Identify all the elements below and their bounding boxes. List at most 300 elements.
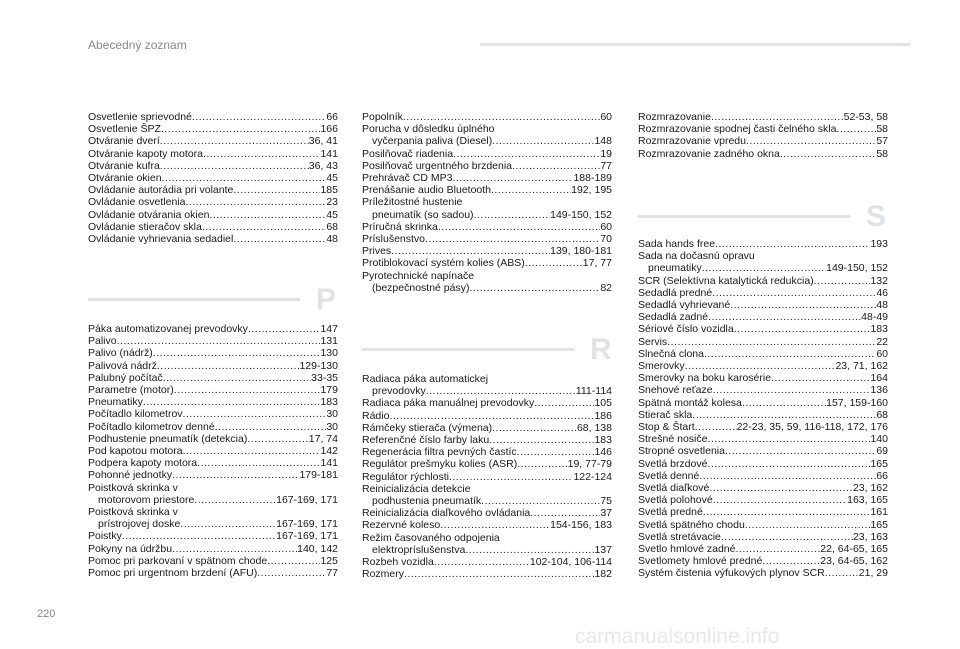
index-entry-term: Prives	[362, 245, 392, 258]
index-entry	[88, 123, 338, 135]
dot-leader	[233, 233, 326, 245]
index-entry	[362, 172, 612, 184]
dot-leader	[711, 111, 844, 123]
index-entry-term: Rámčeky stierača (výmena)	[362, 421, 493, 434]
dot-leader	[153, 347, 321, 359]
index-entry-term: Páka automatizovanej prevodovky	[88, 323, 248, 335]
index-entry-term: Svetlá predné	[638, 506, 703, 519]
index-entry	[638, 148, 888, 160]
index-entry-term: Rezervné koleso	[362, 519, 441, 532]
index-entry	[362, 270, 612, 282]
index-entry-pages: 22	[876, 335, 888, 348]
index-entry-pages: 30	[326, 408, 338, 421]
index-entry-pages: 21, 29	[858, 567, 888, 580]
dot-leader	[163, 372, 311, 384]
dot-leader	[734, 323, 871, 335]
index-entry	[88, 433, 338, 445]
index-entry-pages: 23, 162	[852, 482, 888, 495]
index-entry	[362, 434, 612, 446]
index-entry	[362, 148, 612, 160]
index-entry-term: motorovom priestore	[98, 493, 195, 506]
dot-leader	[202, 221, 327, 233]
index-entry-pages: 166	[320, 123, 338, 136]
index-entry-term: Pyrotechnické napínače	[362, 269, 475, 282]
index-entry	[88, 111, 338, 123]
index-entry	[362, 160, 612, 172]
index-entry	[362, 111, 612, 123]
index-entry	[362, 410, 612, 422]
index-entry	[638, 519, 888, 531]
index-entry-pages: 45	[326, 172, 338, 185]
dot-leader	[699, 470, 876, 482]
index-entry-pages: 69	[876, 445, 888, 458]
index-column-1-top	[88, 111, 338, 245]
section-letter-r: R	[590, 333, 612, 366]
dot-leader	[117, 335, 321, 347]
index-entry	[362, 471, 612, 483]
dot-leader	[248, 323, 321, 335]
index-entry-term: Sada hands free	[638, 238, 716, 250]
index-entry-term: Radiaca páka manuálnej prevodovky	[362, 397, 535, 410]
index-entry-pages: 82	[600, 281, 612, 294]
index-entry	[88, 567, 338, 579]
index-entry-term: pneumatiky	[648, 262, 702, 275]
dot-leader	[703, 506, 871, 518]
dot-leader	[836, 123, 876, 135]
index-entry-pages: 68, 138	[576, 421, 612, 434]
index-entry-term: Rozbeh vozidla	[362, 556, 434, 569]
section-letter-s: S	[866, 200, 887, 233]
index-entry-pages: 57	[876, 135, 888, 148]
index-entry	[362, 282, 612, 294]
dot-leader	[215, 421, 327, 433]
index-entry	[362, 483, 612, 495]
dot-leader	[426, 385, 576, 397]
index-entry-term: Sedadlá vyhrievané	[638, 299, 731, 312]
index-entry-term: Reinicializácia detekcie	[362, 482, 471, 495]
dot-leader	[491, 184, 571, 196]
index-entry-pages: 179	[320, 384, 338, 397]
index-entry-term: Posilňovač urgentného brzdenia	[362, 159, 513, 172]
index-entry-term: Regulátor prešmyku kolies (ASR)	[362, 458, 518, 471]
dot-leader	[391, 245, 550, 257]
dot-leader	[403, 111, 600, 123]
dot-leader	[449, 471, 574, 483]
dot-leader	[712, 287, 876, 299]
index-entry-term: Smerovky	[638, 360, 685, 373]
index-entry-term: Poistková skrinka v	[88, 481, 178, 494]
dot-leader	[203, 148, 320, 160]
dot-leader	[183, 445, 321, 457]
index-entry	[88, 469, 338, 481]
dot-leader	[452, 172, 573, 184]
index-entry	[362, 196, 612, 208]
index-entry	[362, 233, 612, 245]
index-entry-pages: 37	[600, 507, 612, 520]
index-entry-pages: 167-169, 171	[276, 493, 338, 506]
dot-leader	[481, 495, 600, 507]
index-entry-term: Popolník	[362, 111, 403, 123]
index-entry	[638, 372, 888, 384]
dot-leader	[469, 282, 600, 294]
index-entry-term: Svetlomety hmlové predné	[638, 555, 763, 568]
index-entry-term: podhustenia pneumatík	[372, 495, 482, 508]
dot-leader	[735, 543, 820, 555]
index-entry-pages: 36, 41	[308, 135, 338, 148]
index-entry-pages: 68	[326, 220, 338, 233]
index-entry-pages: 179-181	[299, 469, 338, 482]
index-entry-term: Svetlá denné	[638, 469, 700, 482]
index-entry-pages: 131	[320, 335, 338, 348]
index-entry	[88, 209, 338, 221]
index-entry-pages: 45	[326, 208, 338, 221]
index-entry-pages: 70	[600, 233, 612, 246]
index-entry	[362, 397, 612, 409]
index-entry	[638, 397, 888, 409]
index-entry-term: Príručná skrinka	[362, 220, 438, 233]
index-entry-term: Poistková skrinka v	[88, 506, 178, 519]
dot-leader	[440, 519, 550, 531]
index-entry-term: Parametre (motor)	[88, 384, 174, 397]
index-entry	[88, 148, 338, 160]
index-entry-term: Príslušenstvo	[362, 233, 426, 246]
index-entry	[88, 494, 338, 506]
index-entry-term: Svetlá stretávacie	[638, 530, 721, 543]
index-entry-pages: 66	[326, 111, 338, 123]
index-entry	[638, 445, 888, 457]
index-entry-term: Stierač skla	[638, 408, 693, 421]
index-entry-pages: 149-150, 152	[826, 262, 888, 275]
dot-leader	[465, 544, 594, 556]
index-entry	[362, 446, 612, 458]
index-entry-term: (bezpečnostné pásy)	[372, 281, 470, 294]
index-entry-pages: 33-35	[311, 371, 338, 384]
index-entry	[88, 196, 338, 208]
index-entry	[362, 123, 612, 135]
dot-leader	[162, 172, 327, 184]
index-entry	[362, 257, 612, 269]
index-entry	[362, 135, 612, 147]
index-entry-term: Radiaca páka automatickej	[362, 373, 489, 385]
index-entry-term: Svetlá polohové	[638, 494, 713, 507]
index-entry-term: Svetlá brzdové	[638, 457, 708, 470]
index-entry	[638, 336, 888, 348]
index-entry-pages: 140	[870, 433, 888, 446]
dot-leader	[157, 360, 300, 372]
index-entry	[362, 544, 612, 556]
dot-leader	[160, 160, 309, 172]
index-entry-term: Posilňovač riadenia	[362, 147, 454, 160]
index-entry	[88, 445, 338, 457]
index-entry	[362, 422, 612, 434]
index-entry-term: Rozmrazovanie vpredu	[638, 135, 746, 148]
index-entry-pages: 17, 77	[582, 257, 612, 270]
index-entry-pages: 157, 159-160	[826, 396, 888, 409]
dot-leader	[704, 348, 876, 360]
index-entry-term: Ovládanie autorádia pri volante	[88, 184, 234, 197]
index-entry-pages: 186	[594, 409, 612, 422]
index-entry-term: Ovládanie vyhrievania sedadiel	[88, 233, 234, 246]
dot-leader	[517, 458, 567, 470]
dot-leader	[174, 384, 321, 396]
dot-leader	[715, 238, 870, 250]
dot-leader	[692, 409, 876, 421]
index-entry-pages: 60	[600, 220, 612, 233]
index-entry	[638, 250, 888, 262]
index-entry-pages: 164	[870, 372, 888, 385]
index-entry-term: Regenerácia filtra pevných častíc	[362, 446, 517, 459]
dot-leader	[267, 555, 320, 567]
dot-leader	[702, 262, 826, 274]
dot-leader	[825, 567, 859, 579]
index-column-2-top	[362, 111, 612, 294]
watermark: carmanualsonline.info	[575, 625, 780, 648]
index-entry-term: Osvetlenie sprievodné	[88, 111, 192, 123]
dot-leader	[707, 433, 870, 445]
index-entry	[362, 184, 612, 196]
index-entry	[362, 245, 612, 257]
index-entry-term: Reinicializácia diaľkového ovládania	[362, 507, 531, 520]
index-entry-term: SCR (Selektívna katalytická redukcia)	[638, 274, 814, 287]
index-entry-term: Svetlo hmlové zadné	[638, 543, 736, 556]
index-entry-pages: 17, 74	[308, 432, 338, 445]
index-entry-pages: 19, 77-79	[567, 458, 612, 471]
index-entry-term: Ovládanie otvárania okien	[88, 208, 210, 221]
index-entry-term: Palubný počítač	[88, 371, 163, 384]
section-letter-p: P	[316, 283, 337, 316]
index-entry	[638, 262, 888, 274]
index-entry-pages: 129-130	[299, 359, 338, 372]
dot-leader	[233, 184, 320, 196]
page-header-bar	[480, 43, 910, 46]
index-entry-pages: 125	[320, 554, 338, 567]
dot-leader	[780, 148, 876, 160]
dot-leader	[489, 434, 594, 446]
index-entry	[362, 221, 612, 233]
dot-leader	[707, 458, 870, 470]
index-entry	[88, 372, 338, 384]
index-entry	[638, 421, 888, 433]
index-entry-pages: 102-104, 106-114	[529, 556, 612, 569]
index-entry	[88, 543, 338, 555]
index-entry-pages: 141	[320, 147, 338, 160]
dot-leader	[762, 555, 820, 567]
dot-leader	[530, 507, 600, 519]
index-entry	[362, 568, 612, 580]
index-entry	[88, 396, 338, 408]
index-entry-term: Otváranie kufra	[88, 159, 160, 172]
index-entry-term: Pod kapotou motora	[88, 445, 183, 458]
index-entry-term: Strešné nosiče	[638, 433, 708, 446]
index-entry-pages: 48	[876, 299, 888, 312]
index-entry-pages: 46	[876, 286, 888, 299]
dot-leader	[721, 531, 853, 543]
index-entry	[88, 172, 338, 184]
index-entry	[88, 482, 338, 494]
index-entry	[362, 373, 612, 385]
index-entry	[88, 221, 338, 233]
index-entry	[638, 135, 888, 147]
dot-leader	[709, 482, 853, 494]
index-entry	[88, 518, 338, 530]
index-entry	[638, 458, 888, 470]
index-entry-pages: 77	[600, 159, 612, 172]
dot-leader	[194, 494, 276, 506]
index-entry-term: Pohonné jednotky	[88, 469, 173, 482]
page-number: 220	[37, 608, 56, 620]
index-entry	[638, 311, 888, 323]
index-entry-pages: 182	[594, 568, 612, 581]
dot-leader	[161, 123, 321, 135]
index-entry-term: Podhustenie pneumatík (detekcia)	[88, 432, 248, 445]
index-entry	[362, 519, 612, 531]
index-entry	[88, 384, 338, 396]
dot-leader	[745, 519, 871, 531]
index-entry-pages: 68	[876, 408, 888, 421]
dot-leader	[725, 445, 876, 457]
index-entry-pages: 60	[876, 347, 888, 360]
dot-leader	[185, 196, 326, 208]
index-entry	[638, 287, 888, 299]
index-entry-term: Palivo	[88, 335, 117, 348]
index-entry-pages: 77	[326, 567, 338, 580]
index-entry-term: Otváranie dverí	[88, 135, 160, 148]
index-entry-pages: 130	[320, 347, 338, 360]
index-entry	[88, 408, 338, 420]
dot-leader	[425, 233, 600, 245]
index-entry-term: Smerovky na boku karosérie	[638, 372, 772, 385]
index-entry-term: Rádio	[362, 409, 390, 422]
index-column-3-top	[638, 111, 888, 160]
index-entry-term: Počítadlo kilometrov	[88, 408, 183, 421]
dot-leader	[492, 422, 577, 434]
index-entry	[638, 567, 888, 579]
index-entry-pages: 48	[326, 233, 338, 246]
dot-leader	[814, 275, 871, 287]
dot-leader	[453, 148, 600, 160]
dot-leader	[247, 433, 308, 445]
index-entry	[88, 360, 338, 372]
index-entry	[638, 494, 888, 506]
index-entry-pages: 183	[870, 323, 888, 336]
index-column-3-bottom	[638, 238, 888, 580]
index-entry	[88, 506, 338, 518]
index-entry-term: Servis	[638, 335, 668, 348]
index-entry	[88, 530, 338, 542]
index-entry	[88, 233, 338, 245]
index-entry-term: Snehové reťaze	[638, 384, 713, 397]
index-entry-pages: 22-23, 35, 59, 116-118, 172, 176	[736, 421, 888, 434]
index-entry-term: Počítadlo kilometrov denné	[88, 420, 215, 433]
index-entry	[638, 433, 888, 445]
index-entry-pages: 111-114	[575, 385, 612, 398]
index-entry-pages: 149-150, 152	[550, 208, 612, 221]
index-entry-term: Pomoc pri urgentnom brzdení (AFU)	[88, 567, 258, 580]
dot-leader	[534, 397, 594, 409]
index-entry-term: Sedadlá predné	[638, 286, 713, 299]
index-entry-pages: 23	[326, 196, 338, 209]
index-entry-term: Rozmrazovanie zadného okna	[638, 147, 780, 160]
dot-leader	[742, 397, 826, 409]
index-entry-term: Podpera kapoty motora	[88, 457, 198, 470]
section-divider	[362, 348, 574, 351]
index-entry-pages: 139, 180-181	[550, 245, 612, 258]
index-entry-pages: 48-49	[861, 311, 888, 324]
index-entry-term: Porucha v dôsledku úplného	[362, 123, 495, 136]
dot-leader	[122, 530, 276, 542]
dot-leader	[746, 135, 876, 147]
index-entry-pages: 122-124	[573, 470, 612, 483]
index-entry	[362, 495, 612, 507]
index-entry	[638, 384, 888, 396]
index-entry-term: Osvetlenie ŠPZ	[88, 123, 161, 136]
index-entry-term: Regulátor rýchlosti	[362, 470, 449, 483]
index-entry-pages: 75	[600, 495, 612, 508]
index-entry-pages: 161	[870, 506, 888, 519]
index-entry	[638, 348, 888, 360]
index-entry	[638, 470, 888, 482]
dot-leader	[404, 568, 594, 580]
dot-leader	[434, 556, 530, 568]
index-entry	[88, 135, 338, 147]
section-divider	[88, 298, 300, 301]
index-entry-term: Režim časovaného odpojenia	[362, 531, 500, 544]
dot-leader	[172, 543, 297, 555]
index-entry-term: prístrojovej doske	[98, 518, 181, 531]
dot-leader	[209, 209, 326, 221]
index-entry-term: Palivová nádrž	[88, 359, 157, 372]
index-entry-term: Ovládanie stieračov skla	[88, 220, 202, 233]
dot-leader	[695, 421, 737, 433]
index-entry-term: Svetlá spätného chodu	[638, 518, 745, 531]
index-entry-term: Palivo (nádrž)	[88, 347, 153, 360]
index-entry-term: Protiblokovací systém kolies (ABS)	[362, 257, 525, 270]
index-entry-pages: 52-53, 58	[843, 111, 888, 123]
index-entry-pages: 185	[320, 184, 338, 197]
dot-leader	[180, 518, 276, 530]
index-entry-pages: 66	[876, 469, 888, 482]
index-entry	[638, 531, 888, 543]
index-entry-pages: 183	[594, 434, 612, 447]
index-entry	[638, 238, 888, 250]
index-entry-term: Stropné osvetlenia	[638, 445, 725, 458]
index-entry-term: elektropríslušenstva	[372, 543, 466, 556]
index-entry-pages: 58	[876, 147, 888, 160]
index-entry-pages: 165	[870, 457, 888, 470]
section-divider	[638, 215, 850, 218]
dot-leader	[713, 494, 847, 506]
index-entry-pages: 36, 43	[308, 159, 338, 172]
index-entry-pages: 60	[600, 111, 612, 123]
dot-leader	[517, 446, 595, 458]
index-column-1-bottom	[88, 323, 338, 579]
index-entry-pages: 23, 64-65, 162	[820, 555, 888, 568]
index-entry-pages: 163, 165	[847, 494, 888, 507]
index-entry	[638, 123, 888, 135]
index-entry-term: Sériové číslo vozidla	[638, 323, 734, 336]
dot-leader	[667, 336, 876, 348]
index-entry-pages: 23, 163	[852, 530, 888, 543]
index-entry	[88, 457, 338, 469]
index-entry	[362, 507, 612, 519]
dot-leader	[525, 257, 583, 269]
dot-leader	[389, 410, 594, 422]
index-entry-term: Pomoc pri parkovaní v spätnom chode	[88, 554, 268, 567]
index-entry	[362, 458, 612, 470]
index-entry	[88, 421, 338, 433]
page-header-title: Abecedný zoznam	[88, 38, 187, 52]
dot-leader	[771, 372, 870, 384]
